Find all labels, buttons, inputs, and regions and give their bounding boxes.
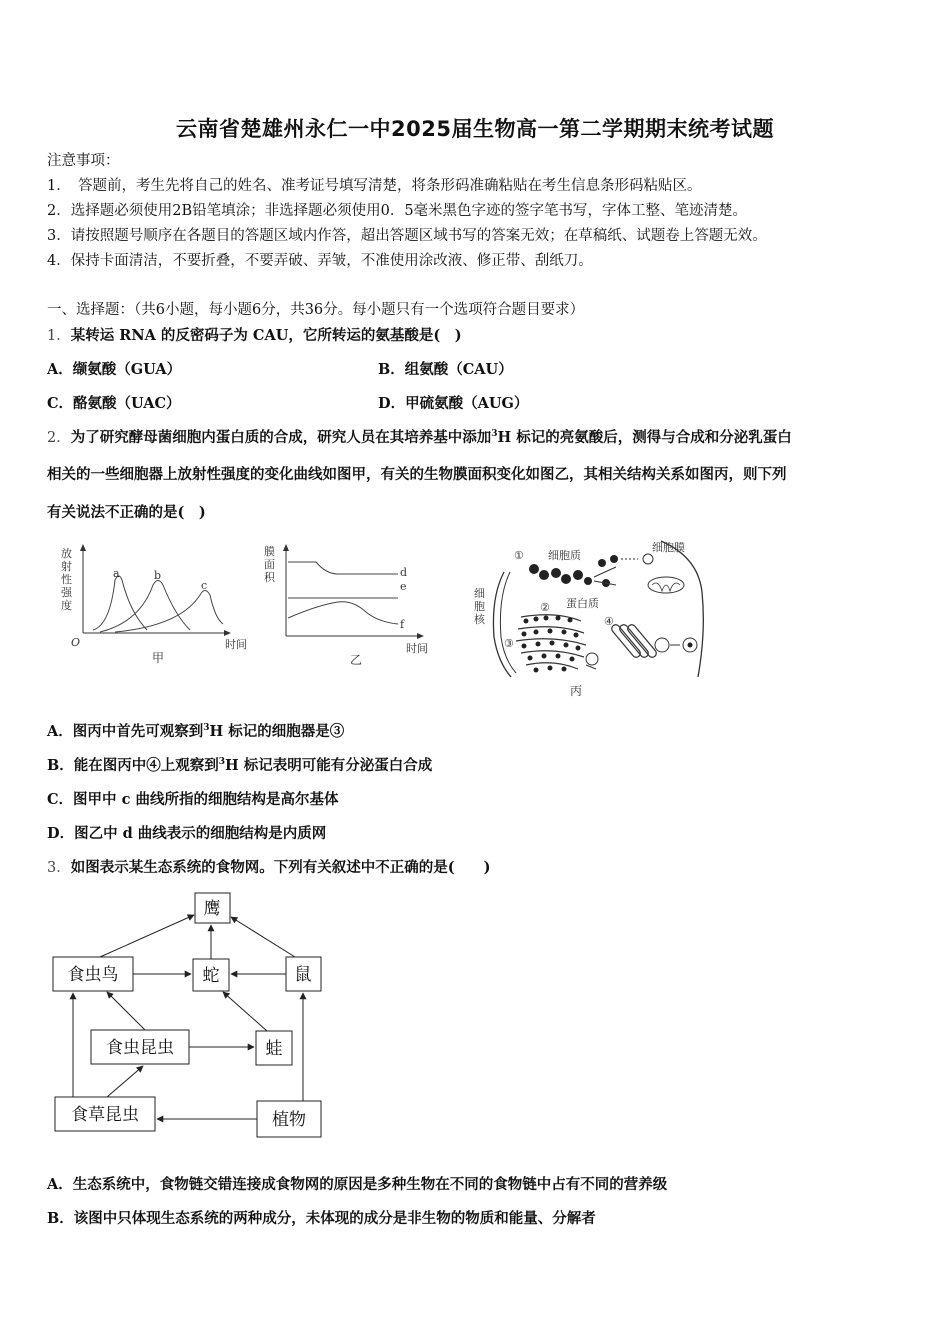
food-web-diagram xyxy=(45,885,345,1145)
q2-stem-line3: 有关说法不正确的是( ) xyxy=(47,504,206,521)
node-eagle: 鹰 xyxy=(203,899,221,919)
q2-b-text-b: H 标记表明可能有分泌蛋白合成 xyxy=(225,757,433,774)
yi-xlabel: 时间 xyxy=(406,642,428,655)
node-insect: 食虫昆虫 xyxy=(106,1038,174,1058)
arrow-bird-eagle xyxy=(100,915,194,957)
bing-label-4: ④ xyxy=(604,615,614,628)
jia-ylabel-4: 度 xyxy=(61,599,72,612)
q3-option-b: B．该图中只体现生态系统的两种成分，未体现的成分是非生物的物质和能量、分解者 xyxy=(47,1210,596,1227)
figure-jia xyxy=(55,540,255,670)
q2-a-sup: 3 xyxy=(203,723,210,734)
q3-option-a: A．生态系统中，食物链交错连接成食物网的原因是多种生物在不同的食物链中占有不同的营养级 xyxy=(47,1176,668,1193)
jia-caption: 甲 xyxy=(152,651,165,665)
q2-option-b xyxy=(47,756,432,776)
yi-y-arrow xyxy=(283,544,289,551)
q2-option-d: D．图乙中 d 曲线表示的细胞结构是内质网 xyxy=(47,825,327,842)
jia-curve-c xyxy=(115,591,223,633)
q2-a-text-b: H 标记的细胞器是③ xyxy=(209,723,345,740)
yi-ylabel-2: 积 xyxy=(264,571,275,584)
notice-item-3: 3．请按照题号顺序在各题目的答题区域内作答，超出答题区域书写的答案无效；在草稿纸、试题卷上答题无效。 xyxy=(47,228,767,244)
yi-caption: 乙 xyxy=(350,653,363,667)
bing-nucleus-label-2: 核 xyxy=(474,613,485,626)
node-plant: 植物 xyxy=(272,1110,306,1130)
bing-nucleus-label-0: 细 xyxy=(474,587,485,600)
yi-label-f: f xyxy=(400,618,405,631)
bing-nucleus-label-1: 胞 xyxy=(474,600,485,613)
q1-number: 1． xyxy=(47,328,71,344)
bing-vesicle-3 xyxy=(655,638,669,652)
bing-vesicle-2 xyxy=(586,653,598,665)
arrow-herb-insect xyxy=(107,1066,143,1097)
q2-text-b: H 标记的亮氨酸后，测得与合成和分泌乳蛋白 xyxy=(497,429,792,446)
node-mouse: 鼠 xyxy=(294,965,312,985)
yi-label-d: d xyxy=(400,566,408,579)
q2-stem-line1 xyxy=(47,428,792,448)
page-title: 云南省楚雄州永仁一中2025届生物高一第二学期期末统考试题 xyxy=(176,117,774,141)
q3-stem xyxy=(47,858,490,878)
bing-arrow-1 xyxy=(594,567,616,577)
yi-x-arrow xyxy=(417,633,424,639)
yi-curve-d xyxy=(288,562,398,574)
yi-ylabel-1: 面 xyxy=(264,558,275,571)
q2-b-sup: 3 xyxy=(218,757,226,768)
node-frog: 蛙 xyxy=(265,1039,283,1059)
bing-label-2: ② xyxy=(540,601,550,614)
bing-nucleus-inner xyxy=(500,572,516,673)
jia-ylabel-3: 强 xyxy=(61,586,72,599)
section-heading: 一、选择题：（共6小题，每小题6分，共36分。每小题只有一个选项符合题目要求） xyxy=(47,302,585,318)
jia-origin: O xyxy=(71,636,81,649)
bing-label-cytoplasm: 细胞质 xyxy=(548,549,581,562)
q1-option-c: C．酪氨酸（UAC） xyxy=(47,395,181,412)
node-snake: 蛇 xyxy=(202,966,220,986)
q2-text-a: 为了研究酵母菌细胞内蛋白质的合成，研究人员在其培养基中添加 xyxy=(70,429,492,446)
jia-ylabel-0: 放 xyxy=(61,547,72,560)
q2-option-c: C．图甲中 c 曲线所指的细胞结构是高尔基体 xyxy=(47,791,339,808)
notice-item-1: 1． 答题前，考生先将自己的姓名、准考证号填写清楚，将条形码准确粘贴在考生信息条形码粘贴区。 xyxy=(47,178,702,194)
node-herb: 食草昆虫 xyxy=(71,1105,139,1125)
jia-ylabel-2: 性 xyxy=(61,573,72,586)
arrow-frog-snake xyxy=(223,992,267,1031)
q3-number: 3． xyxy=(47,860,71,876)
jia-label-c: c xyxy=(201,579,208,592)
jia-y-arrow xyxy=(80,544,86,551)
bing-label-membrane: 细胞膜 xyxy=(652,541,685,554)
q2-stem-line2: 相关的一些细胞器上放射性强度的变化曲线如图甲，有关的生物膜面积变化如图乙，其相关结构关系如图丙，则下列 xyxy=(47,466,787,483)
jia-xlabel: 时间 xyxy=(225,638,247,651)
arrow-insect-bird xyxy=(107,992,145,1030)
bing-label-1: ① xyxy=(514,549,524,562)
jia-label-b: b xyxy=(154,569,162,582)
bing-label-protein: 蛋白质 xyxy=(566,597,599,610)
q1-option-b: B．组氨酸（CAU） xyxy=(378,361,513,378)
jia-ylabel-1: 射 xyxy=(61,560,72,573)
notice-item-4: 4．保持卡面清洁，不要折叠，不要弄破、弄皱，不准使用涂改液、修正带、刮纸刀。 xyxy=(47,253,593,269)
figure-bing xyxy=(466,537,722,702)
yi-ylabel-0: 膜 xyxy=(264,545,275,558)
bing-caption: 丙 xyxy=(570,684,583,698)
q1-stem xyxy=(47,326,462,346)
yi-label-e: e xyxy=(400,580,407,593)
bing-vesicle-1 xyxy=(643,554,653,564)
q1-text: 某转运 RNA 的反密码子为 CAU，它所转运的氨基酸是( ) xyxy=(70,327,462,344)
yi-curve-f xyxy=(288,602,398,624)
q2-sup: 3 xyxy=(491,429,498,440)
bing-label-3: ③ xyxy=(504,637,514,650)
bing-cell-membrane xyxy=(661,541,703,677)
figure-yi xyxy=(258,540,438,670)
node-bird: 食虫鸟 xyxy=(67,965,119,985)
notice-heading: 注意事项： xyxy=(47,153,120,169)
notice-item-2: 2．选择题必须使用2B铅笔填涂；非选择题必须使用0．5毫米黑色字迹的签字笔书写，字体工整、笔迹清楚。 xyxy=(47,203,748,219)
q2-number: 2． xyxy=(47,430,71,446)
q1-option-a: A．缬氨酸（GUA） xyxy=(47,361,182,378)
q1-option-d: D．甲硫氨酸（AUG） xyxy=(378,395,529,412)
jia-curve-a xyxy=(93,576,147,630)
bing-golgi xyxy=(610,623,658,659)
q2-a-text-a: A．图丙中首先可观察到 xyxy=(47,723,204,740)
q3-text: 如图表示某生态系统的食物网。下列有关叙述中不正确的是( ) xyxy=(70,859,491,876)
q2-option-a xyxy=(47,722,344,742)
q2-b-text-a: B．能在图丙中④上观察到 xyxy=(47,757,219,774)
arrow-mouse-eagle xyxy=(231,917,295,957)
jia-x-arrow xyxy=(224,630,231,636)
jia-label-a: a xyxy=(113,567,120,580)
